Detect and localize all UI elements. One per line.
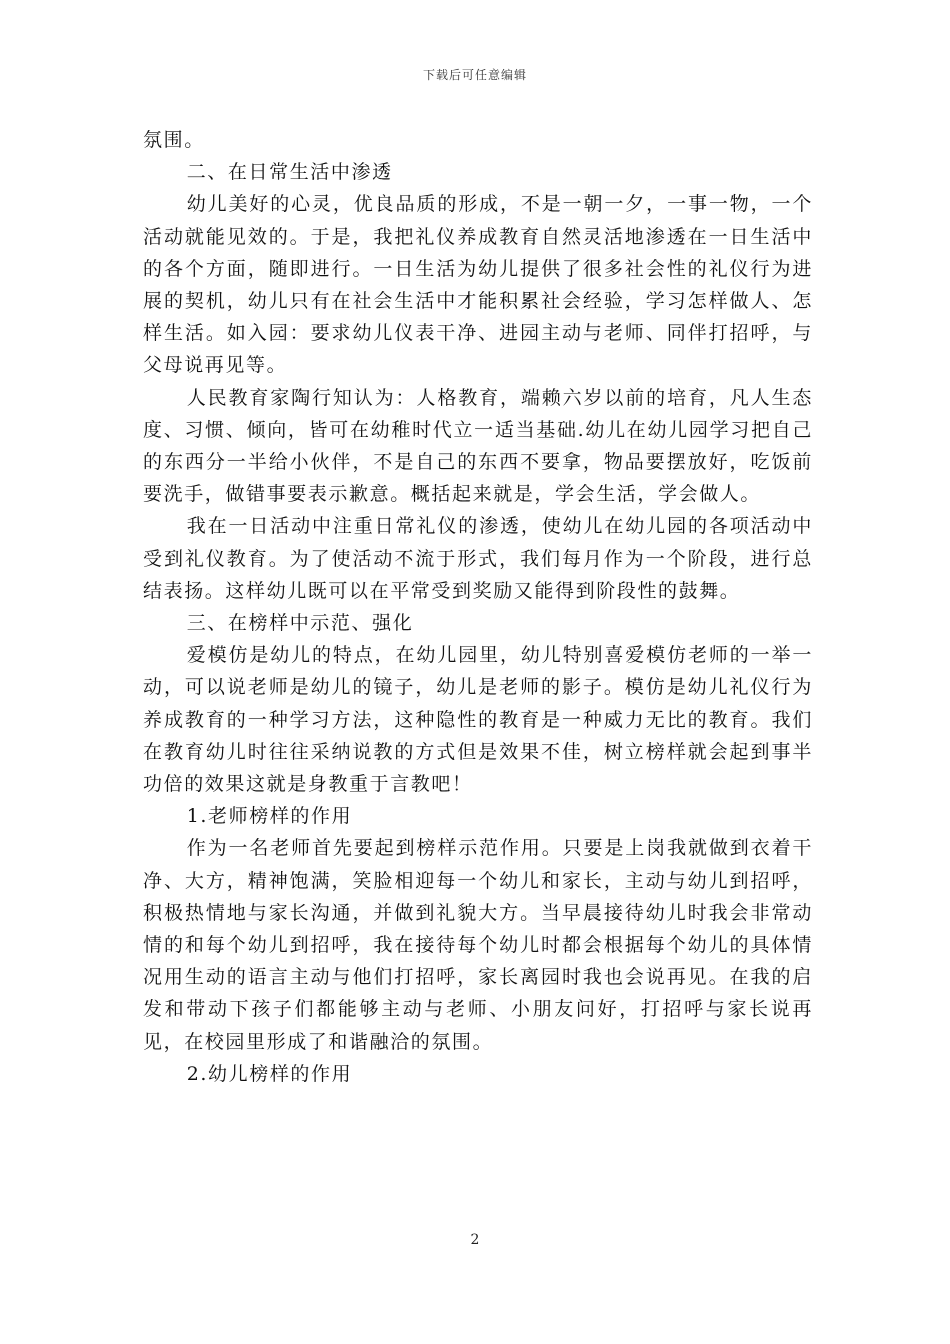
page-number: 2 [470, 1232, 480, 1248]
section-heading-2: 二、在日常生活中渗透 [186, 161, 393, 184]
subsection-heading-1: 1.老师榜样的作用 [186, 805, 353, 828]
paragraph: 作为一名老师首先要起到榜样示范作用。只要是上岗我就做到衣着干净、大方，精神饱满，笑脸相迎每一个幼儿和家长，主动与幼儿到招呼，积极热情地与家长沟通，并做到礼貌大方。当早晨接待幼儿时我会非常动情的和每个幼儿到招呼，我在接待每个幼儿时都会根据每个幼儿的具体情况用生动的语言主动与他们打招呼，家长离园时我也会说再见。在我的启发和带动下孩子们都能够主动与老师、小朋友问好，打招呼与家长说再见，在校园里形成了和谐融洽的氛围。 [143, 837, 813, 1053]
paragraph: 幼儿美好的心灵，优良品质的形成，不是一朝一夕，一事一物，一个活动就能见效的。于是，我把礼仪养成教育自然灵活地渗透在一日生活中的各个方面，随即进行。一日生活为幼儿提供了很多社会性的礼仪行为进展的契机，幼儿只有在社会生活中才能积累社会经验，学习怎样做人、怎样生活。如入园：要求幼儿仪表干净、进园主动与老师、同伴打招呼，与父母说再见等。 [143, 193, 813, 377]
paragraph: 我在一日活动中注重日常礼仪的渗透，使幼儿在幼儿园的各项活动中受到礼仪教育。为了使活动不流于形式，我们每月作为一个阶段，进行总结表扬。这样幼儿既可以在平常受到奖励又能得到阶段性的鼓舞。 [143, 515, 813, 602]
paragraph: 人民教育家陶行知认为：人格教育，端赖六岁以前的培育，凡人生态度、习惯、倾向，皆可在幼稚时代立一适当基础.幼儿在幼儿园学习把自己的东西分一半给小伙伴，不是自己的东西不要拿，物品要摆放好，吃饭前要洗手，做错事要表示歉意。概括起来就是，学会生活，学会做人。 [143, 386, 813, 506]
subsection-heading-2: 2.幼儿榜样的作用 [186, 1062, 353, 1085]
paragraph: 爱模仿是幼儿的特点，在幼儿园里，幼儿特别喜爱模仿老师的一举一动，可以说老师是幼儿的镜子，幼儿是老师的影子。模仿是幼儿礼仪行为养成教育的一种学习方法，这种隐性的教育是一种威力无比的教育。我们在教育幼儿时往往采纳说教的方式但是效果不佳，树立榜样就会起到事半功倍的效果这就是身教重于言教吧！ [143, 644, 813, 796]
section-heading-3: 三、在榜样中示范、强化 [186, 612, 414, 635]
paragraph-continuation: 氛围。 [143, 129, 205, 151]
document-body [143, 124, 813, 1090]
page-header: 下载后可任意编辑 [422, 68, 527, 82]
